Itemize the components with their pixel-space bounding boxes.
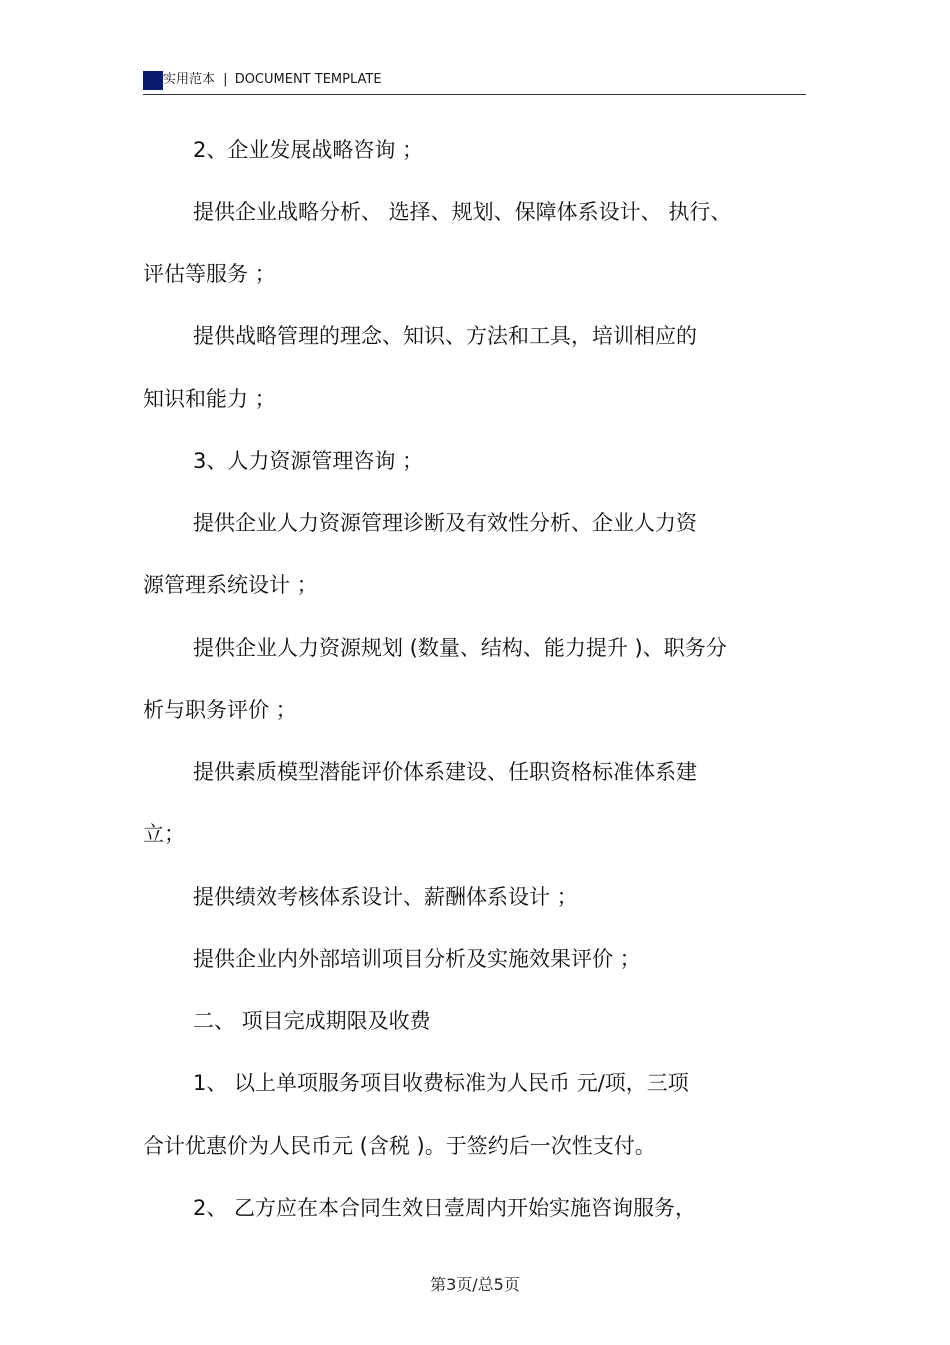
body-line: 立； xyxy=(143,822,185,846)
body-line: 1、 以上单项服务项目收费标准为人民币 元/项，三项 xyxy=(193,1071,689,1095)
body-line: 知识和能力 ； xyxy=(143,387,276,411)
page-number: 第3页/总5页 xyxy=(430,1275,520,1294)
body-line: 提供企业战略分析、 选择、规划、保障体系设计、 执行、 xyxy=(193,200,732,224)
header-title: 实用范本 xyxy=(163,72,216,87)
header-title-group xyxy=(163,72,382,88)
body-line: 合计优惠价为人民币元 (含税 )。于签约后一次性支付。 xyxy=(143,1134,656,1158)
body-line: 提供企业内外部培训项目分析及实施效果评价 ； xyxy=(193,947,641,971)
body-line: 提供素质模型潜能评价体系建设、任职资格标准体系建 xyxy=(193,760,697,784)
body-line: 提供战略管理的理念、知识、方法和工具，培训相应的 xyxy=(193,324,697,348)
header-separator: | xyxy=(223,72,228,87)
body-line: 提供企业人力资源管理诊断及有效性分析、企业人力资 xyxy=(193,511,697,535)
body-line: 评估等服务 ； xyxy=(143,262,276,286)
header-subtitle: DOCUMENT TEMPLATE xyxy=(234,72,382,87)
document-logo-icon xyxy=(143,71,163,90)
body-line: 源管理系统设计 ； xyxy=(143,573,318,597)
body-line: 析与职务评价 ； xyxy=(143,698,297,722)
body-line: 提供企业人力资源规划 (数量、结构、能力提升 )、职务分 xyxy=(193,636,727,660)
body-line: 提供绩效考核体系设计、薪酬体系设计 ； xyxy=(193,885,578,909)
body-line: 2、 乙方应在本合同生效日壹周内开始实施咨询服务， xyxy=(193,1196,697,1220)
section-heading: 3、人力资源管理咨询 ； xyxy=(193,449,424,473)
section-heading: 2、企业发展战略咨询 ； xyxy=(193,138,424,162)
section-heading: 二、 项目完成期限及收费 xyxy=(193,1009,431,1033)
page-header xyxy=(143,70,806,95)
